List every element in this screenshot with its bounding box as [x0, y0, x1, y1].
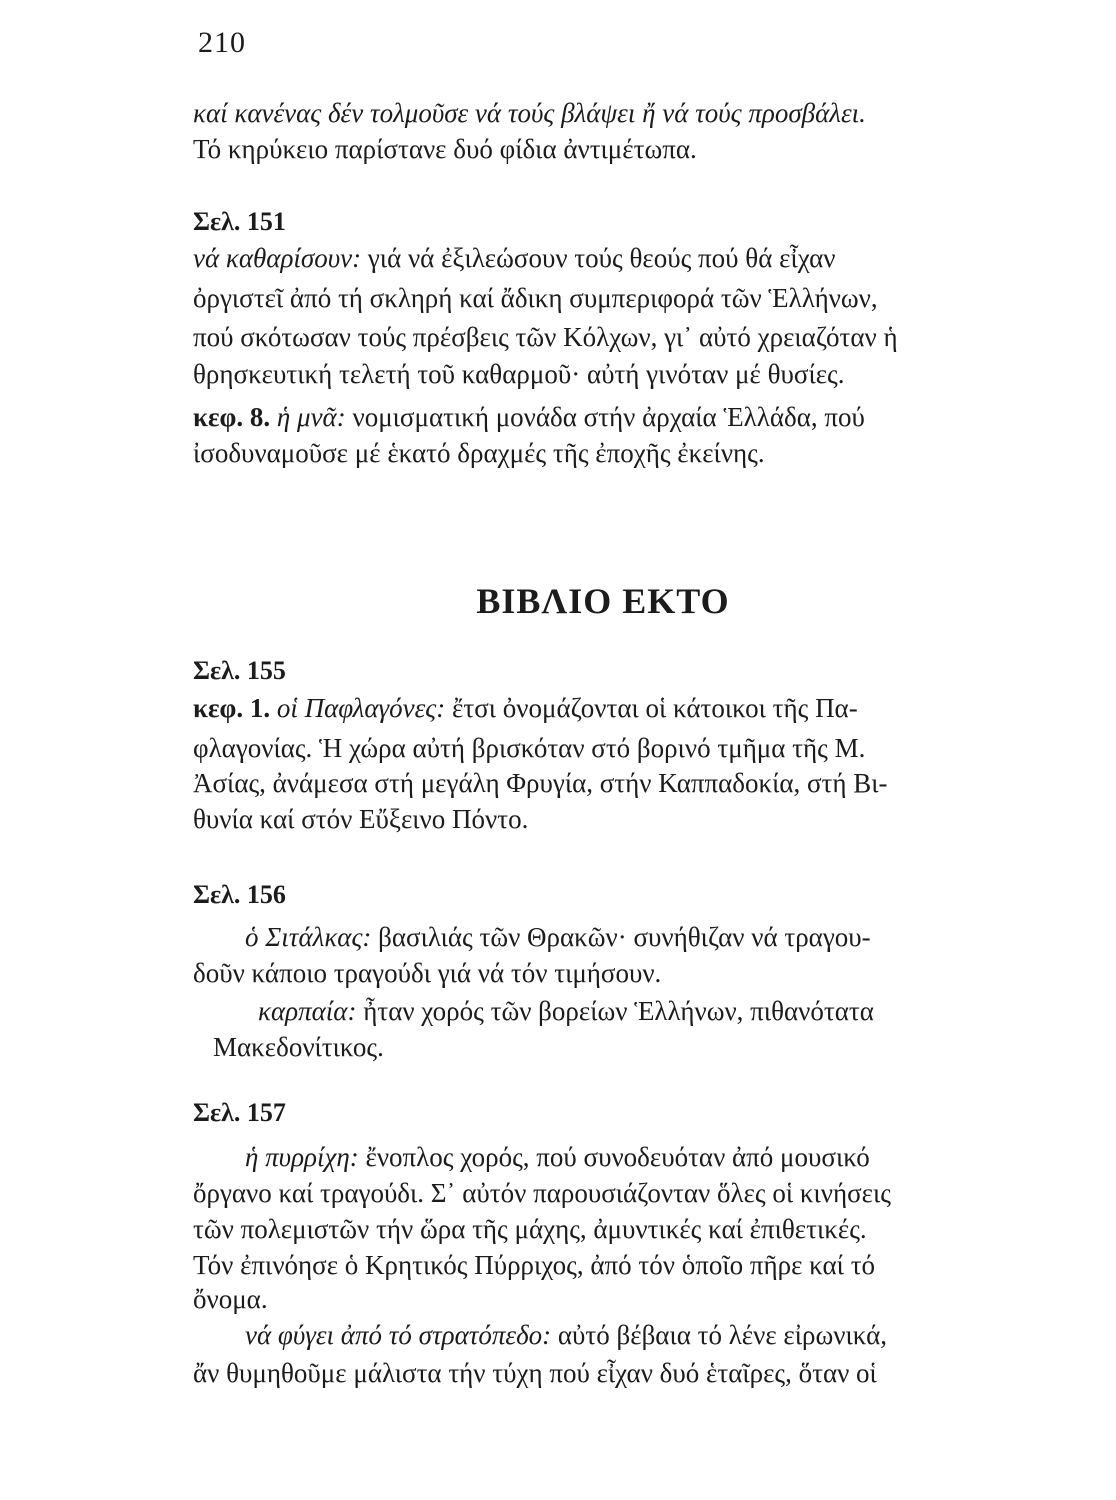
sel-155-line-4: θυνία καί στόν Εὔξεινο Πόντο.: [193, 804, 529, 834]
sel-156-term-1: ὁ Σιτάλκας:: [245, 922, 372, 952]
sel-155-line-2: φλαγονίας. Ἡ χώρα αὐτή βρισκόταν στό βορινό τμῆμα τῆς Μ.: [193, 733, 866, 763]
sel-157-line-7: ἄν θυμηθοῦμε μάλιστα τήν τύχη πού εἶχαν δυό ἑταῖρες, ὅταν οἱ: [193, 1358, 877, 1388]
sel-151-line-3: πού σκότωσαν τούς πρέσβεις τῶν Κόλχων, γι᾿ αὐτό χρειαζόταν ἡ: [193, 322, 898, 352]
sel-151-kef-8-line-2: ἰσοδυναμοῦσε μέ ἑκατό δραχμές τῆς ἐποχῆς ἐκείνης.: [193, 438, 765, 468]
sel-156-line-3: [258, 996, 874, 1026]
sel-157-line-5: ὄνομα.: [193, 1284, 268, 1314]
sel-157-line-6-rest: αὐτό βέβαια τό λένε εἰρωνικά,: [551, 1320, 888, 1350]
sel-156-line-1: [245, 922, 871, 952]
sel-156-term-2: καρπαία:: [258, 996, 357, 1026]
sel-155-kef-label: κεφ. 1.: [193, 693, 271, 723]
sel-156-line-4: Μακεδονίτικος.: [213, 1032, 384, 1062]
sel-151-line-1-rest: γιά νά ἐξιλεώσουν τούς θεούς πού θά εἶχαν: [361, 243, 836, 273]
sel-155-kef-term: οἱ Παφλαγόνες:: [270, 693, 446, 723]
sel-151-kef-8-line-1: [193, 402, 865, 432]
page-number: 210: [198, 26, 246, 59]
sel-151-line-2: ὀργιστεῖ ἀπό τή σκληρή καί ἄδικη συμπεριφορά τῶν Ἑλλήνων,: [193, 283, 878, 313]
sel-157-line-1-rest: ἔνοπλος χορός, πού συνοδευόταν ἀπό μουσικό: [358, 1142, 870, 1172]
sel-157-line-3: τῶν πολεμιστῶν τήν ὥρα τῆς μάχης, ἀμυντικές καί ἐπιθετικές.: [193, 1214, 867, 1244]
sel-157-term-2: νά φύγει ἀπό τό στρατόπεδο:: [245, 1320, 552, 1350]
sel-157-line-2: ὄργανο καί τραγούδι. Σ᾿ αὐτόν παρουσιάζονταν ὅλες οἱ κινήσεις: [193, 1178, 891, 1208]
sel-157-line-1: [245, 1142, 870, 1172]
sel-156-heading: Σελ. 156: [193, 880, 286, 909]
sel-155-line-1-rest: ἔτσι ὀνομάζονται οἱ κάτοικοι τῆς Πα-: [445, 693, 858, 723]
sel-157-heading: Σελ. 157: [193, 1098, 286, 1127]
sel-155-line-1: [193, 693, 858, 723]
sel-151-line-1: [193, 243, 835, 273]
sel-151-kef-label: κεφ. 8.: [193, 402, 271, 432]
sel-155-line-3: Ἀσίας, ἀνάμεσα στή μεγάλη Φρυγία, στήν Καππαδοκία, στή Βι-: [193, 768, 888, 798]
sel-156-line-3-rest: ἦταν χορός τῶν βορείων Ἑλλήνων, πιθανότατα: [356, 996, 874, 1026]
sel-157-line-4: Τόν ἐπινόησε ὁ Κρητικός Πύρριχος, ἀπό τόν ὁποῖο πῆρε καί τό: [193, 1250, 876, 1280]
sel-157-term-1: ἡ πυρρίχη:: [245, 1142, 359, 1172]
sel-151-line-4: θρησκευτική τελετή τοῦ καθαρμοῦ· αὐτή γινόταν μέ θυσίες.: [193, 359, 845, 389]
sel-151-term: νά καθαρίσουν:: [193, 243, 362, 273]
sel-156-line-1-rest: βασιλιάς τῶν Θρακῶν· συνήθιζαν νά τραγου-: [371, 922, 871, 952]
intro-line-2: Τό κηρύκειο παρίστανε δυό φίδια ἀντιμέτωπα.: [193, 134, 697, 164]
section-title: ΒΙΒΛΙΟ ΕΚΤΟ: [476, 581, 730, 621]
intro-line-1: καί κανένας δέν τολμοῦσε νά τούς βλάψει ἤ νά τούς προσβάλει.: [193, 98, 866, 128]
sel-155-heading: Σελ. 155: [193, 656, 286, 685]
sel-151-kef-line-1-rest: νομισματική μονάδα στήν ἀρχαία Ἑλλάδα, πού: [345, 402, 865, 432]
sel-156-line-2: δοῦν κάποιο τραγούδι γιά νά τόν τιμήσουν.: [193, 958, 662, 988]
sel-151-heading: Σελ. 151: [193, 207, 286, 236]
sel-157-line-6: [245, 1320, 887, 1350]
sel-151-kef-term: ἡ μνᾶ:: [270, 402, 346, 432]
